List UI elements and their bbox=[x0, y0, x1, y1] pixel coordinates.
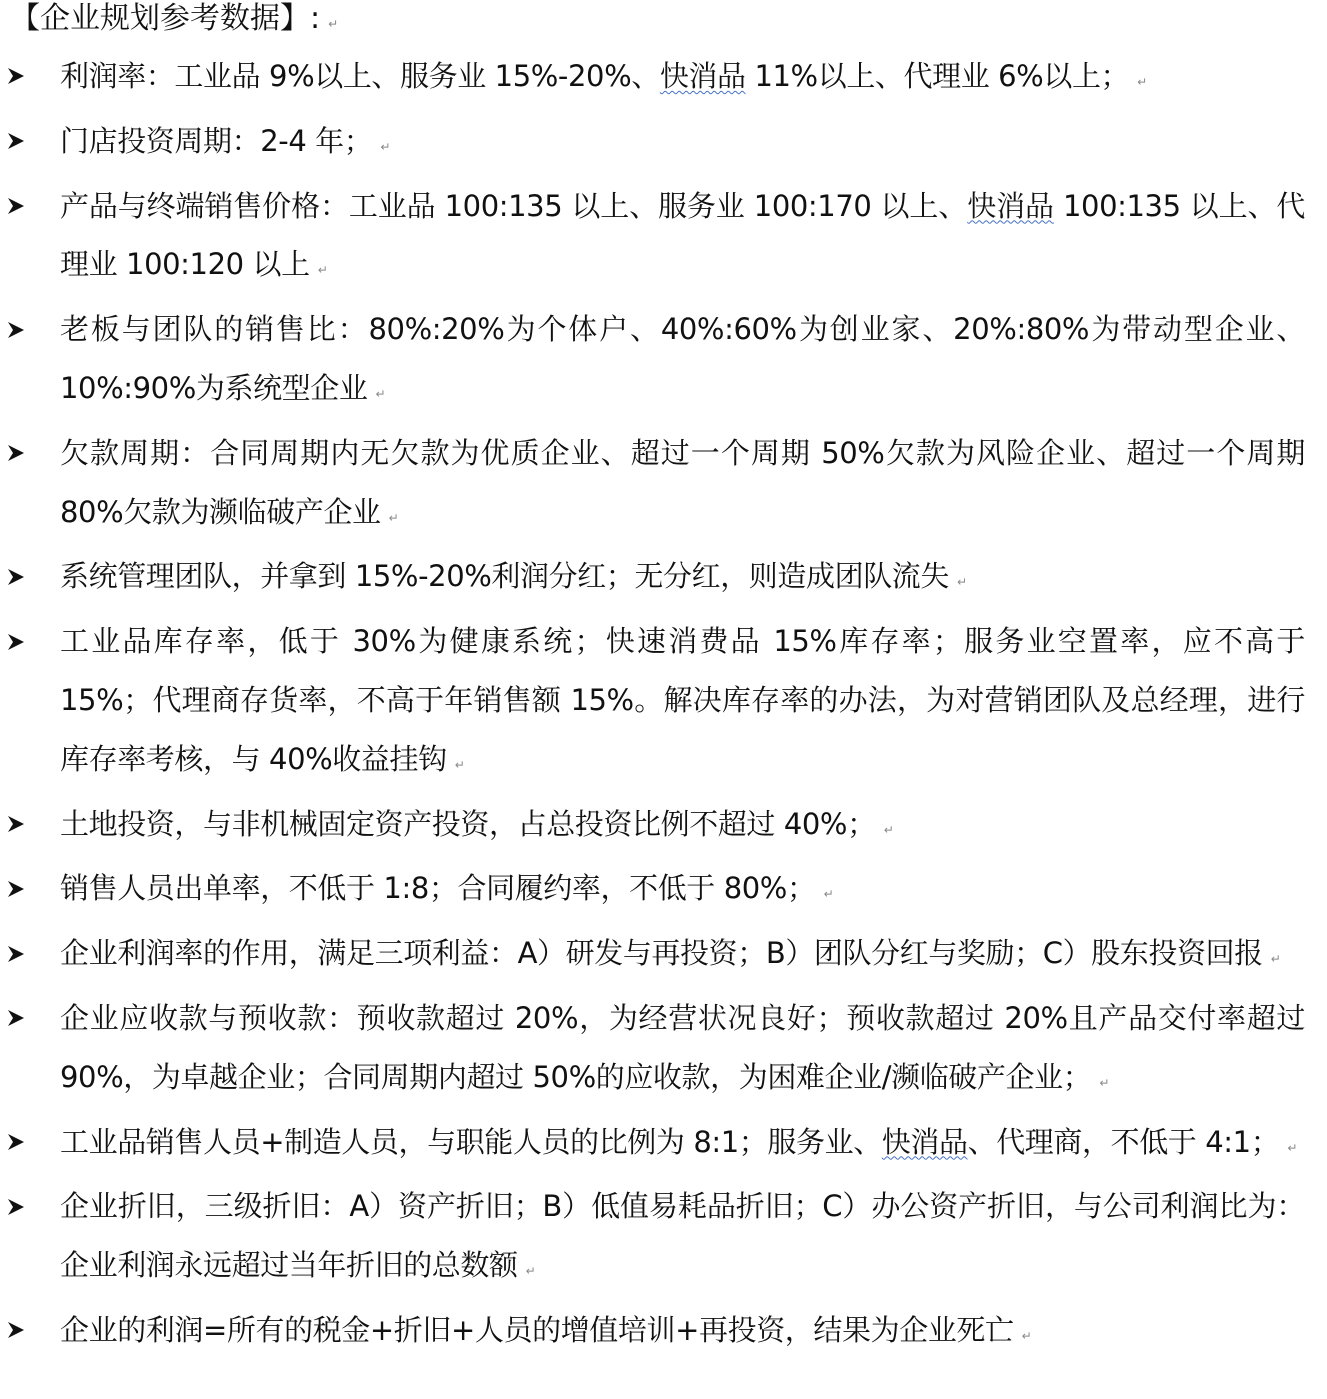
heading-text: 【企业规划参考数据】: bbox=[10, 1, 321, 36]
item-text bbox=[60, 936, 1280, 970]
paragraph-mark: ↵ bbox=[1287, 1140, 1297, 1155]
item-text-segment: 欠款周期：合同周期内无欠款为优质企业、超过一个周期 50%欠款为风险企业、超过一个周期 80%欠款为濒临破产企业 bbox=[60, 435, 1305, 529]
arrow-bullet-icon bbox=[5, 424, 31, 483]
item-text bbox=[60, 312, 1305, 405]
item-text bbox=[60, 189, 1305, 282]
arrow-bullet-icon bbox=[5, 612, 31, 671]
paragraph-mark: ↵ bbox=[957, 575, 967, 590]
item-text-segment: 土地投资，与非机械固定资产投资，占总投资比例不超过 40%； bbox=[60, 806, 876, 841]
arrow-bullet-icon bbox=[5, 924, 31, 983]
item-text bbox=[60, 559, 967, 593]
paragraph-mark: ↵ bbox=[883, 822, 894, 837]
arrow-bullet-icon bbox=[5, 989, 31, 1048]
list-item bbox=[0, 924, 1327, 989]
item-text-segment: 企业折旧，三级折旧：A）资产折旧；B）低值易耗品折旧；C）办公资产折旧，与公司利润比为：企业利润永远超过当年折旧的总数额 bbox=[60, 1189, 1305, 1283]
item-text bbox=[60, 871, 833, 905]
item-text bbox=[60, 124, 390, 158]
item-text-segment: 销售人员出单率，不低于 1:8；合同履约率，不低于 80%； bbox=[60, 871, 816, 906]
paragraph-mark: ↵ bbox=[1021, 1328, 1032, 1343]
paragraph-mark: ↵ bbox=[317, 263, 328, 278]
item-text bbox=[60, 1125, 1297, 1159]
item-text bbox=[60, 624, 1305, 776]
paragraph-mark: ↵ bbox=[328, 17, 339, 31]
spellcheck-flagged-word: 快消品 bbox=[967, 188, 1054, 223]
bullet-list bbox=[0, 47, 1327, 1366]
item-text-segment: 工业品库存率，低于 30%为健康系统；快速消费品 15%库存率；服务业空置率，应不高于 15%；代理商存货率，不高于年销售额 15%。解决库存率的办法，为对营销团队及总经理，进行库存率考核，与 40%收益挂钩 bbox=[60, 624, 1305, 776]
item-text bbox=[60, 59, 1147, 93]
item-text bbox=[60, 1001, 1305, 1094]
arrow-bullet-icon bbox=[5, 1301, 31, 1360]
list-item bbox=[0, 1177, 1327, 1301]
paragraph-mark: ↵ bbox=[525, 1264, 536, 1279]
item-text-segment: 企业的利润=所有的税金+折旧+人员的增值培训+再投资，结果为企业死亡 bbox=[60, 1312, 1014, 1347]
spellcheck-flagged-word: 快消品 bbox=[659, 59, 746, 93]
item-text-segment: 工业品销售人员+制造人员，与职能人员的比例为 8:1；服务业、 bbox=[60, 1124, 882, 1159]
item-text-segment: 100:135 以上、代理业 100:120 以上 bbox=[60, 188, 1305, 282]
document-heading bbox=[10, 0, 338, 40]
paragraph-mark: ↵ bbox=[388, 510, 399, 525]
spellcheck-flagged-word: 快消品 bbox=[881, 1124, 968, 1159]
paragraph-mark: ↵ bbox=[380, 139, 391, 154]
item-text-segment: 门店投资周期：2-4 年； bbox=[60, 123, 373, 158]
paragraph-mark: ↵ bbox=[1270, 952, 1281, 967]
item-text-segment: 11%以上、代理业 6%以上； bbox=[745, 59, 1130, 93]
arrow-bullet-icon bbox=[5, 1177, 31, 1236]
arrow-bullet-icon bbox=[5, 112, 31, 171]
paragraph-mark: ↵ bbox=[823, 887, 834, 902]
paragraph-mark: ↵ bbox=[1099, 1075, 1109, 1090]
item-text bbox=[60, 807, 893, 841]
paragraph-mark: ↵ bbox=[375, 386, 386, 401]
item-text-segment: 利润率：工业品 9%以上、服务业 15%-20%、 bbox=[60, 59, 660, 93]
list-item bbox=[0, 612, 1327, 794]
arrow-bullet-icon bbox=[5, 300, 31, 359]
list-item bbox=[0, 1301, 1327, 1366]
item-text-segment: 老板与团队的销售比：80%:20%为个体户、40%:60%为创业家、20%:80%为带动型企业、10%:90%为系统型企业 bbox=[60, 312, 1305, 405]
item-text-segment: 企业应收款与预收款：预收款超过 20%，为经营状况良好；预收款超过 20%且产品交付率超过 90%，为卓越企业；合同周期内超过 50%的应收款，为困难企业/濒临破产企业； bbox=[60, 1000, 1305, 1094]
item-text bbox=[60, 1313, 1031, 1347]
list-item bbox=[0, 300, 1327, 424]
arrow-bullet-icon bbox=[5, 177, 31, 236]
list-item bbox=[0, 989, 1327, 1113]
arrow-bullet-icon bbox=[5, 1113, 31, 1172]
list-item bbox=[0, 47, 1327, 112]
item-text bbox=[60, 1189, 1305, 1282]
arrow-bullet-icon bbox=[5, 47, 31, 106]
list-item bbox=[0, 859, 1327, 924]
list-item bbox=[0, 112, 1327, 177]
list-item bbox=[0, 795, 1327, 860]
item-text-segment: 系统管理团队，并拿到 15%-20%利润分红；无分红，则造成团队流失 bbox=[60, 559, 949, 594]
item-text-segment: 企业利润率的作用，满足三项利益：A）研发与再投资；B）团队分红与奖励；C）股东投资回报 bbox=[60, 936, 1263, 971]
list-item bbox=[0, 1113, 1327, 1178]
arrow-bullet-icon bbox=[5, 859, 31, 918]
paragraph-mark: ↵ bbox=[454, 757, 465, 772]
item-text-segment: 产品与终端销售价格：工业品 100:135 以上、服务业 100:170 以上、 bbox=[60, 188, 968, 223]
item-text bbox=[60, 436, 1305, 529]
paragraph-mark: ↵ bbox=[1137, 75, 1147, 89]
list-item bbox=[0, 177, 1327, 301]
arrow-bullet-icon bbox=[5, 547, 31, 606]
item-text-segment: 、代理商，不低于 4:1； bbox=[967, 1124, 1280, 1159]
list-item bbox=[0, 424, 1327, 548]
arrow-bullet-icon bbox=[5, 795, 31, 854]
list-item bbox=[0, 547, 1327, 612]
